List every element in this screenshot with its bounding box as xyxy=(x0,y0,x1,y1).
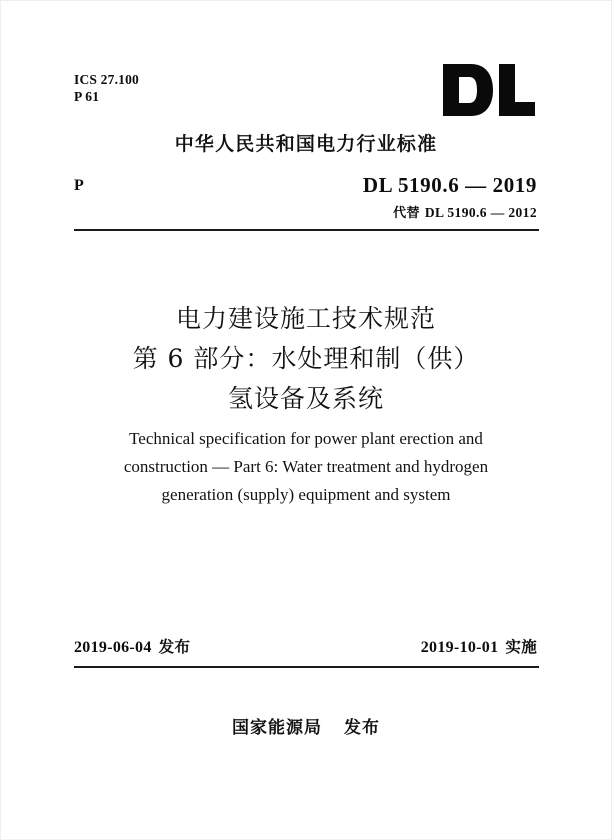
title-english-line-2: construction — Part 6: Water treatment and hydrogen xyxy=(123,457,489,476)
header-rule xyxy=(74,229,539,231)
publisher-name: 国家能源局 xyxy=(232,718,322,738)
footer-rule xyxy=(74,666,539,668)
effective-date-group xyxy=(421,635,537,657)
title-english xyxy=(63,425,549,509)
title-chinese-line-2: 第 6 部分：水处理和制（供） xyxy=(132,344,480,373)
issue-label: 发布 xyxy=(158,638,191,656)
replaces-line xyxy=(363,202,537,221)
standard-number: DL 5190.6 — 2019 xyxy=(362,173,537,197)
standard-number-block xyxy=(363,173,537,221)
title-chinese-line-3: 氢设备及系统 xyxy=(227,384,384,413)
effective-date: 2019-10-01 xyxy=(420,639,499,656)
replaces-label: 代替 xyxy=(393,206,420,221)
title-english-line-3: generation (supply) equipment and system xyxy=(161,485,451,504)
issue-date-group xyxy=(74,635,190,657)
ics-code-block xyxy=(74,71,139,105)
title-english-line-1: Technical specification for power plant erection and xyxy=(129,429,483,448)
replaces-number: DL 5190.6 — 2012 xyxy=(424,205,537,220)
effective-label: 实施 xyxy=(505,638,537,656)
classification-code: P 61 xyxy=(74,89,100,104)
ics-code: ICS 27.100 xyxy=(74,72,140,87)
title-chinese-line-1: 电力建设施工技术规范 xyxy=(175,304,436,333)
standard-code-row xyxy=(74,173,537,229)
publisher-line xyxy=(1,713,611,738)
standard-banner: 中华人民共和国电力行业标准 xyxy=(174,133,438,155)
category-letter: P xyxy=(74,177,84,194)
issue-date: 2019-06-04 xyxy=(74,639,152,656)
publisher-verb: 发布 xyxy=(344,718,380,738)
dl-logo-icon xyxy=(443,64,535,116)
title-chinese xyxy=(1,299,611,419)
date-row xyxy=(74,635,537,661)
